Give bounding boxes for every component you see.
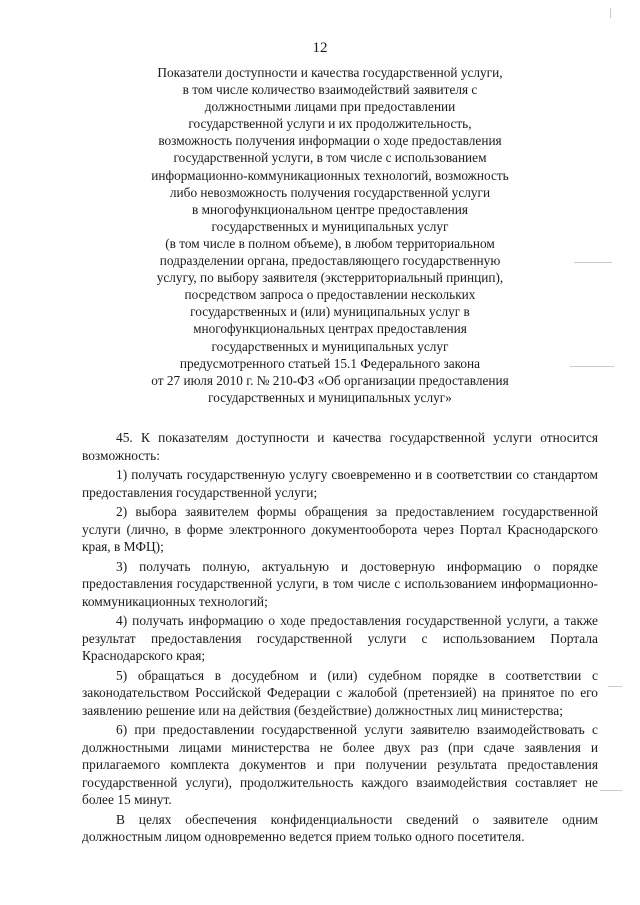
heading-line: либо невозможность получения государственной услуги [169,184,491,200]
list-item-5: 5) обращаться в досудебном и (или) судебном порядке в соответствии с законодательством Российской Федерации с жалобой (претензией) на принятое по его заявлению решение или на действия (бездействие) должностных лиц министерства; [82,667,598,718]
scan-artifact [600,790,622,791]
body-text [82,429,598,846]
heading-line: (в том числе в полном объеме), в любом территориальном [165,235,495,251]
heading-line: от 27 июля 2010 г. № 210-ФЗ «Об организации предоставления [151,372,509,388]
heading-line: возможность получения информации о ходе предоставления [158,133,502,149]
list-item-2: 2) выбора заявителем формы обращения за предоставлением государственной услуги (лично, в форме электронного документооборота через Портал Краснодарского края, в МФЦ); [82,504,598,554]
heading-line: посредством запроса о предоставлении нескольких [184,287,476,303]
list-item-3: 3) получать полную, актуальную и достоверную информацию о порядке предоставления государственной услуги, в том числе с использованием информационно-коммуникационных технологий; [82,558,598,609]
heading-line: Показатели доступности и качества государственной услуги, [157,65,503,80]
section-heading [120,64,540,406]
scan-artifact [610,8,611,18]
page-number: 12 [312,40,328,56]
list-item-1: 1) получать государственную услугу своевременно и в соответствии со стандартом предоставления государственной услуги; [82,467,598,500]
list-item-4: 4) получать информацию о ходе предоставления государственной услуги, а также результат предоставления государственной услуги с использованием Портала Краснодарского края; [82,613,598,663]
heading-line: должностными лицами при предоставлении [204,99,456,115]
heading-line: государственной услуги, в том числе с использованием [173,150,487,166]
heading-line: в многофункциональном центре предоставления [191,201,468,217]
heading-line: государственных и муниципальных услуг [211,338,449,354]
scan-artifact [574,262,612,263]
scan-artifact [608,686,622,687]
confidentiality-paragraph: В целях обеспечения конфиденциальности сведений о заявителе одним должностным лицом одновременно ведется прием только одного посетителя. [82,811,598,844]
heading-line: предусмотренного статьей 15.1 Федерального закона [179,355,481,371]
paragraph-45-intro: 45. К показателям доступности и качества государственной услуги относится возможность: [82,430,598,463]
list-item-6: 6) при предоставлении государственной услуги заявителю взаимодействовать с должностными лицами министерства не более двух раз (при сдаче заявления и прилагаемого комплекта документов и при получении результата предоставления государственной услуги), продолжительность каждого взаимодействия составляет не более 15 минут. [82,722,598,807]
heading-line: государственных и муниципальных услуг [211,218,449,234]
heading-line: государственных и муниципальных услуг» [208,389,452,405]
heading-line: многофункциональных центрах предоставления [193,321,467,337]
scan-artifact [570,366,614,367]
heading-line: информационно-коммуникационных технологий, возможность [151,167,509,183]
heading-line: в том числе количество взаимодействий заявителя с [182,82,478,98]
heading-line: государственных и (или) муниципальных услуг в [190,304,470,320]
heading-line: услугу, по выбору заявителя (экстерриториальный принцип), [156,270,504,286]
heading-line: подразделении органа, предоставляющего государственную [159,253,501,269]
heading-line: государственной услуги и их продолжительность, [188,116,472,132]
